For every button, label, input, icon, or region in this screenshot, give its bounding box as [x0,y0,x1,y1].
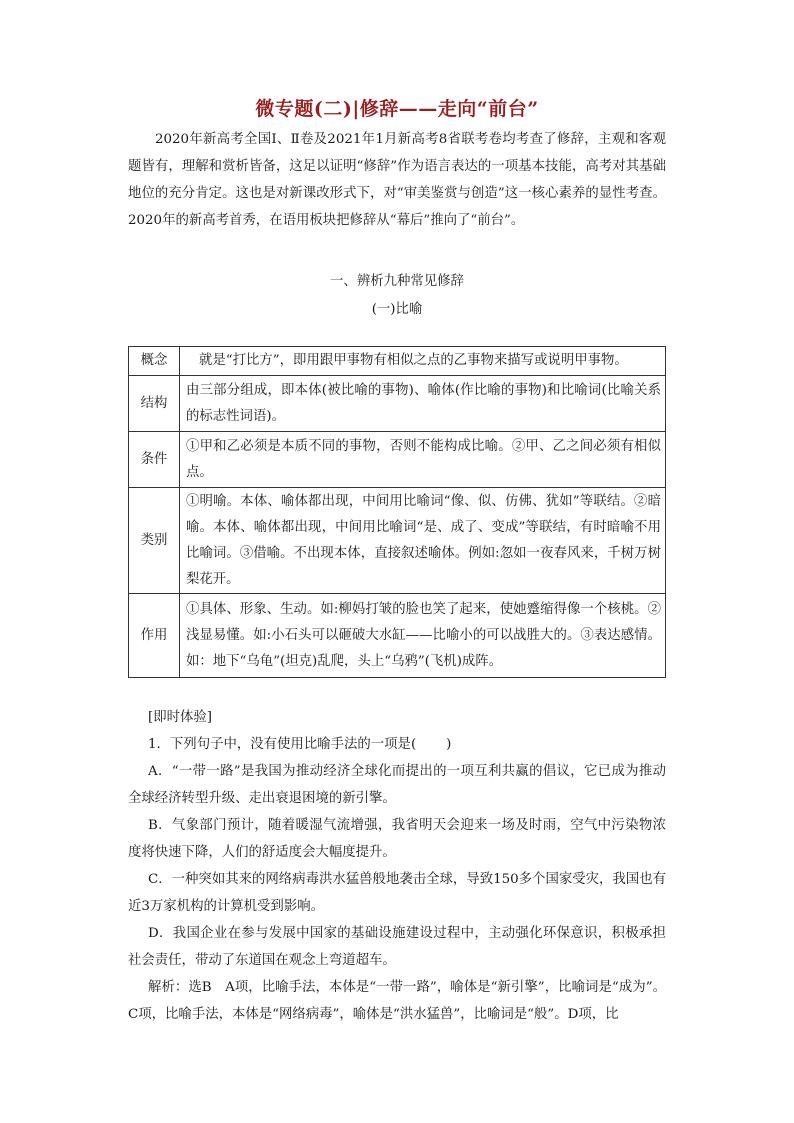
intro-text: 2020年新高考全国Ⅰ、Ⅱ卷及2021年1月新高考8省联考卷均考查了修辞，主观和客观题皆有，理解和赏析皆备，这足以证明“修辞”作为语言表达的一项基本技能，高考对其基础地位的充分肯定。这也是对新课改形式下，对“审美鉴赏与创造”这一核心素养的显性考查。2020年的新高考首秀，在语用板块把修辞从“幕后”推向了“前台”。 [128,132,666,228]
page-title: 微专题(二)|修辞——走向“前台” [255,98,539,120]
practice-label: [即时体验] [148,710,213,725]
row-label: 类别 [129,488,180,594]
question-text: 1．下列句子中，没有使用比喻手法的一项是( [148,737,417,752]
metaphor-table [128,346,666,678]
section-heading: 一、辨析九种常见修辞 [330,274,464,289]
subsection-heading: (一)比喻 [371,302,423,317]
question-paren-close: ) [446,737,452,752]
option-b: B．气象部门预计，随着暖湿气流增强，我省明天会迎来一场及时雨，空气中污染物浓度将快速下降，人们的舒适度会大幅度提升。 [128,818,666,860]
analysis-text: 解析：选B A项，比喻手法，本体是“一带一路”，喻体是“新引擎”，比喻词是“成为”。C项，比喻手法，本体是“网络病毒”，喻体是“洪水猛兽”，比喻词是“般”。D项，比 [128,980,666,1022]
row-content: 就是“打比方”，即用跟甲事物有相似之点的乙事物来描写或说明甲事物。 [180,347,666,376]
row-content: ①甲和乙必须是本质不同的事物，否则不能构成比喻。②甲、乙之间必须有相似点。 [180,432,666,488]
row-content: ①具体、形象、生动。如:柳妈打皱的脸也笑了起来，使她蹙缩得像一个核桃。②浅显易懂。如:小石头可以砸破大水缸——比喻小的可以战胜大的。③表达感情。如：地下“乌龟”(坦克)乱爬，头上“乌鸦”(飞机)成阵。 [180,594,666,678]
table-row [129,432,666,488]
option-c: C．一种突如其来的网络病毒洪水猛兽般地袭击全球，导致150多个国家受灾，我国也有近3万家机构的计算机受到影响。 [128,872,666,914]
practice-section [128,704,666,1028]
question-stem [128,731,666,758]
intro-paragraph [128,126,666,234]
row-content: 由三部分组成，即本体(被比喻的事物)、喻体(作比喻的事物)和比喻词(比喻关系的标志性词语)。 [180,376,666,432]
row-content: ①明喻。本体、喻体都出现，中间用比喻词“像、似、仿佛、犹如”等联结。②暗喻。本体、喻体都出现，中间用比喻词“是、成了、变成”等联结，有时暗喻不用比喻词。③借喻。不出现本体，直接叙述喻体。例如:忽如一夜春风来，千树万树梨花开。 [180,488,666,594]
row-label: 结构 [129,376,180,432]
row-label: 概念 [129,347,180,376]
option-d: D．我国企业在参与发展中国家的基础设施建设过程中，主动强化环保意识，积极承担社会责任，带动了东道国在观念上弯道超车。 [128,926,666,968]
row-label: 作用 [129,594,180,678]
table-row [129,488,666,594]
table-row [129,376,666,432]
row-label: 条件 [129,432,180,488]
option-a: A．“一带一路”是我国为推动经济全球化而提出的一项互利共赢的倡议，它已成为推动全球经济转型升级、走出衰退困境的新引擎。 [128,764,666,806]
table-row [129,347,666,376]
table-row [129,594,666,678]
